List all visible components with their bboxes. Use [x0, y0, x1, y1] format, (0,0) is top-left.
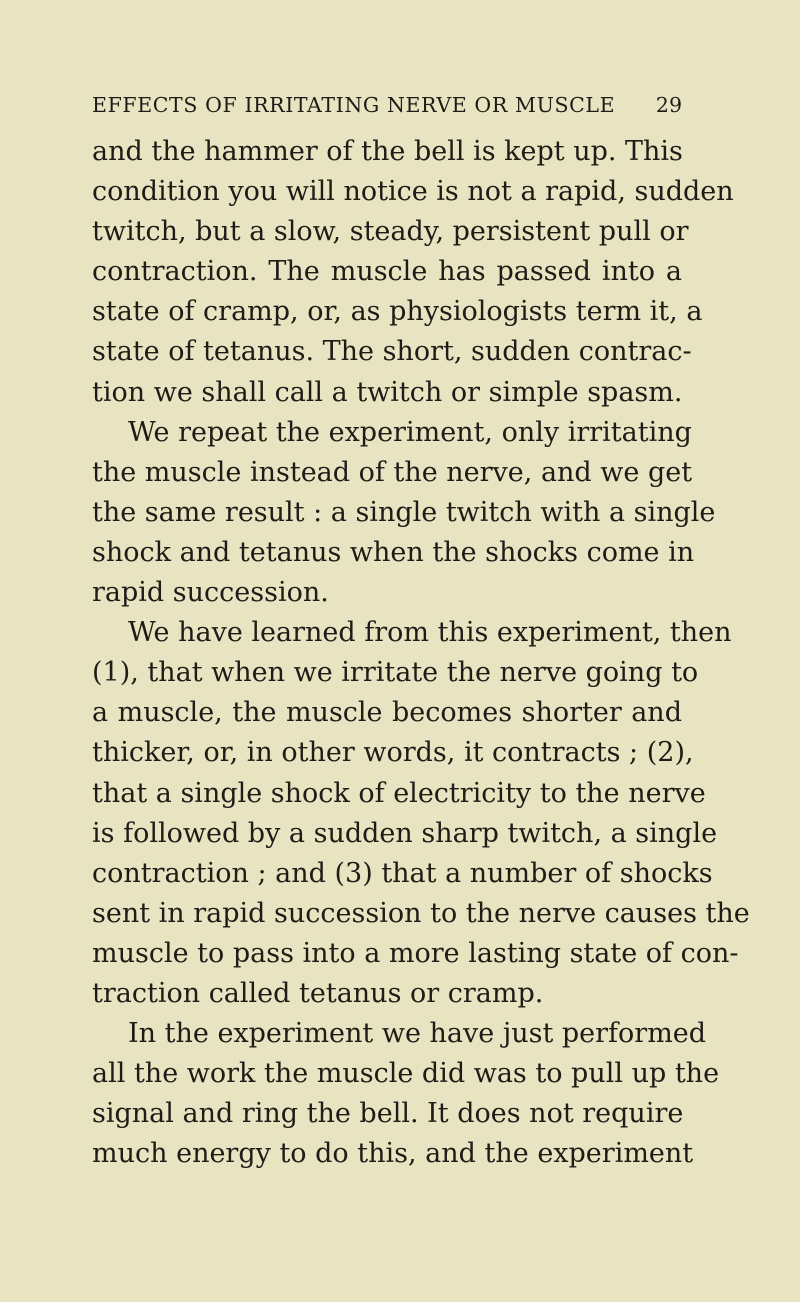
text-line: the same result : a single twitch with a single [92, 496, 716, 528]
text-line: We repeat the experiment, only irritating [128, 416, 692, 448]
text-line: the muscle instead of the nerve, and we get [92, 456, 693, 488]
body-text [92, 132, 750, 1174]
text-line: state of cramp, or, as physiologists term it, a [92, 296, 703, 328]
text-line: condition you will notice is not a rapid, sudden [92, 176, 734, 208]
text-line: In the experiment we have just performed [128, 1018, 707, 1050]
text-line: a muscle, the muscle becomes shorter and [92, 697, 682, 729]
header-title: EFFECTS OF IRRITATING NERVE OR MUSCLE [92, 93, 616, 117]
text-line: state of tetanus. The short, sudden contrac- [92, 336, 692, 368]
text-line: We have learned from this experiment, then [128, 617, 732, 649]
text-line: shock and tetanus when the shocks come in [92, 536, 695, 568]
text-line: tion we shall call a twitch or simple spasm. [92, 376, 683, 408]
text-line: all the work the muscle did was to pull up the [92, 1058, 720, 1090]
text-line: contraction ; and (3) that a number of shocks [92, 857, 713, 889]
running-header [92, 88, 682, 122]
text-line: contraction. The muscle has passed into a [92, 256, 682, 288]
page-number: 29 [655, 93, 682, 117]
text-line: muscle to pass into a more lasting state of con- [92, 937, 739, 969]
text-line: much energy to do this, and the experiment [92, 1138, 694, 1170]
text-line: thicker, or, in other words, it contracts ; (2), [92, 737, 694, 769]
text-line: and the hammer of the bell is kept up. This [92, 136, 683, 167]
text-line: (1), that when we irritate the nerve going to [92, 657, 699, 689]
text-line: sent in rapid succession to the nerve causes the [92, 897, 750, 929]
text-line: traction called tetanus or cramp. [92, 977, 544, 1009]
text-line: is followed by a sudden sharp twitch, a single [92, 817, 718, 849]
text-line: that a single shock of electricity to the nerve [92, 777, 706, 809]
text-line: signal and ring the bell. It does not require [92, 1098, 684, 1130]
text-line: rapid succession. [92, 577, 329, 609]
text-line: twitch, but a slow, steady, persistent pull or [92, 216, 689, 248]
book-page [92, 88, 750, 1174]
